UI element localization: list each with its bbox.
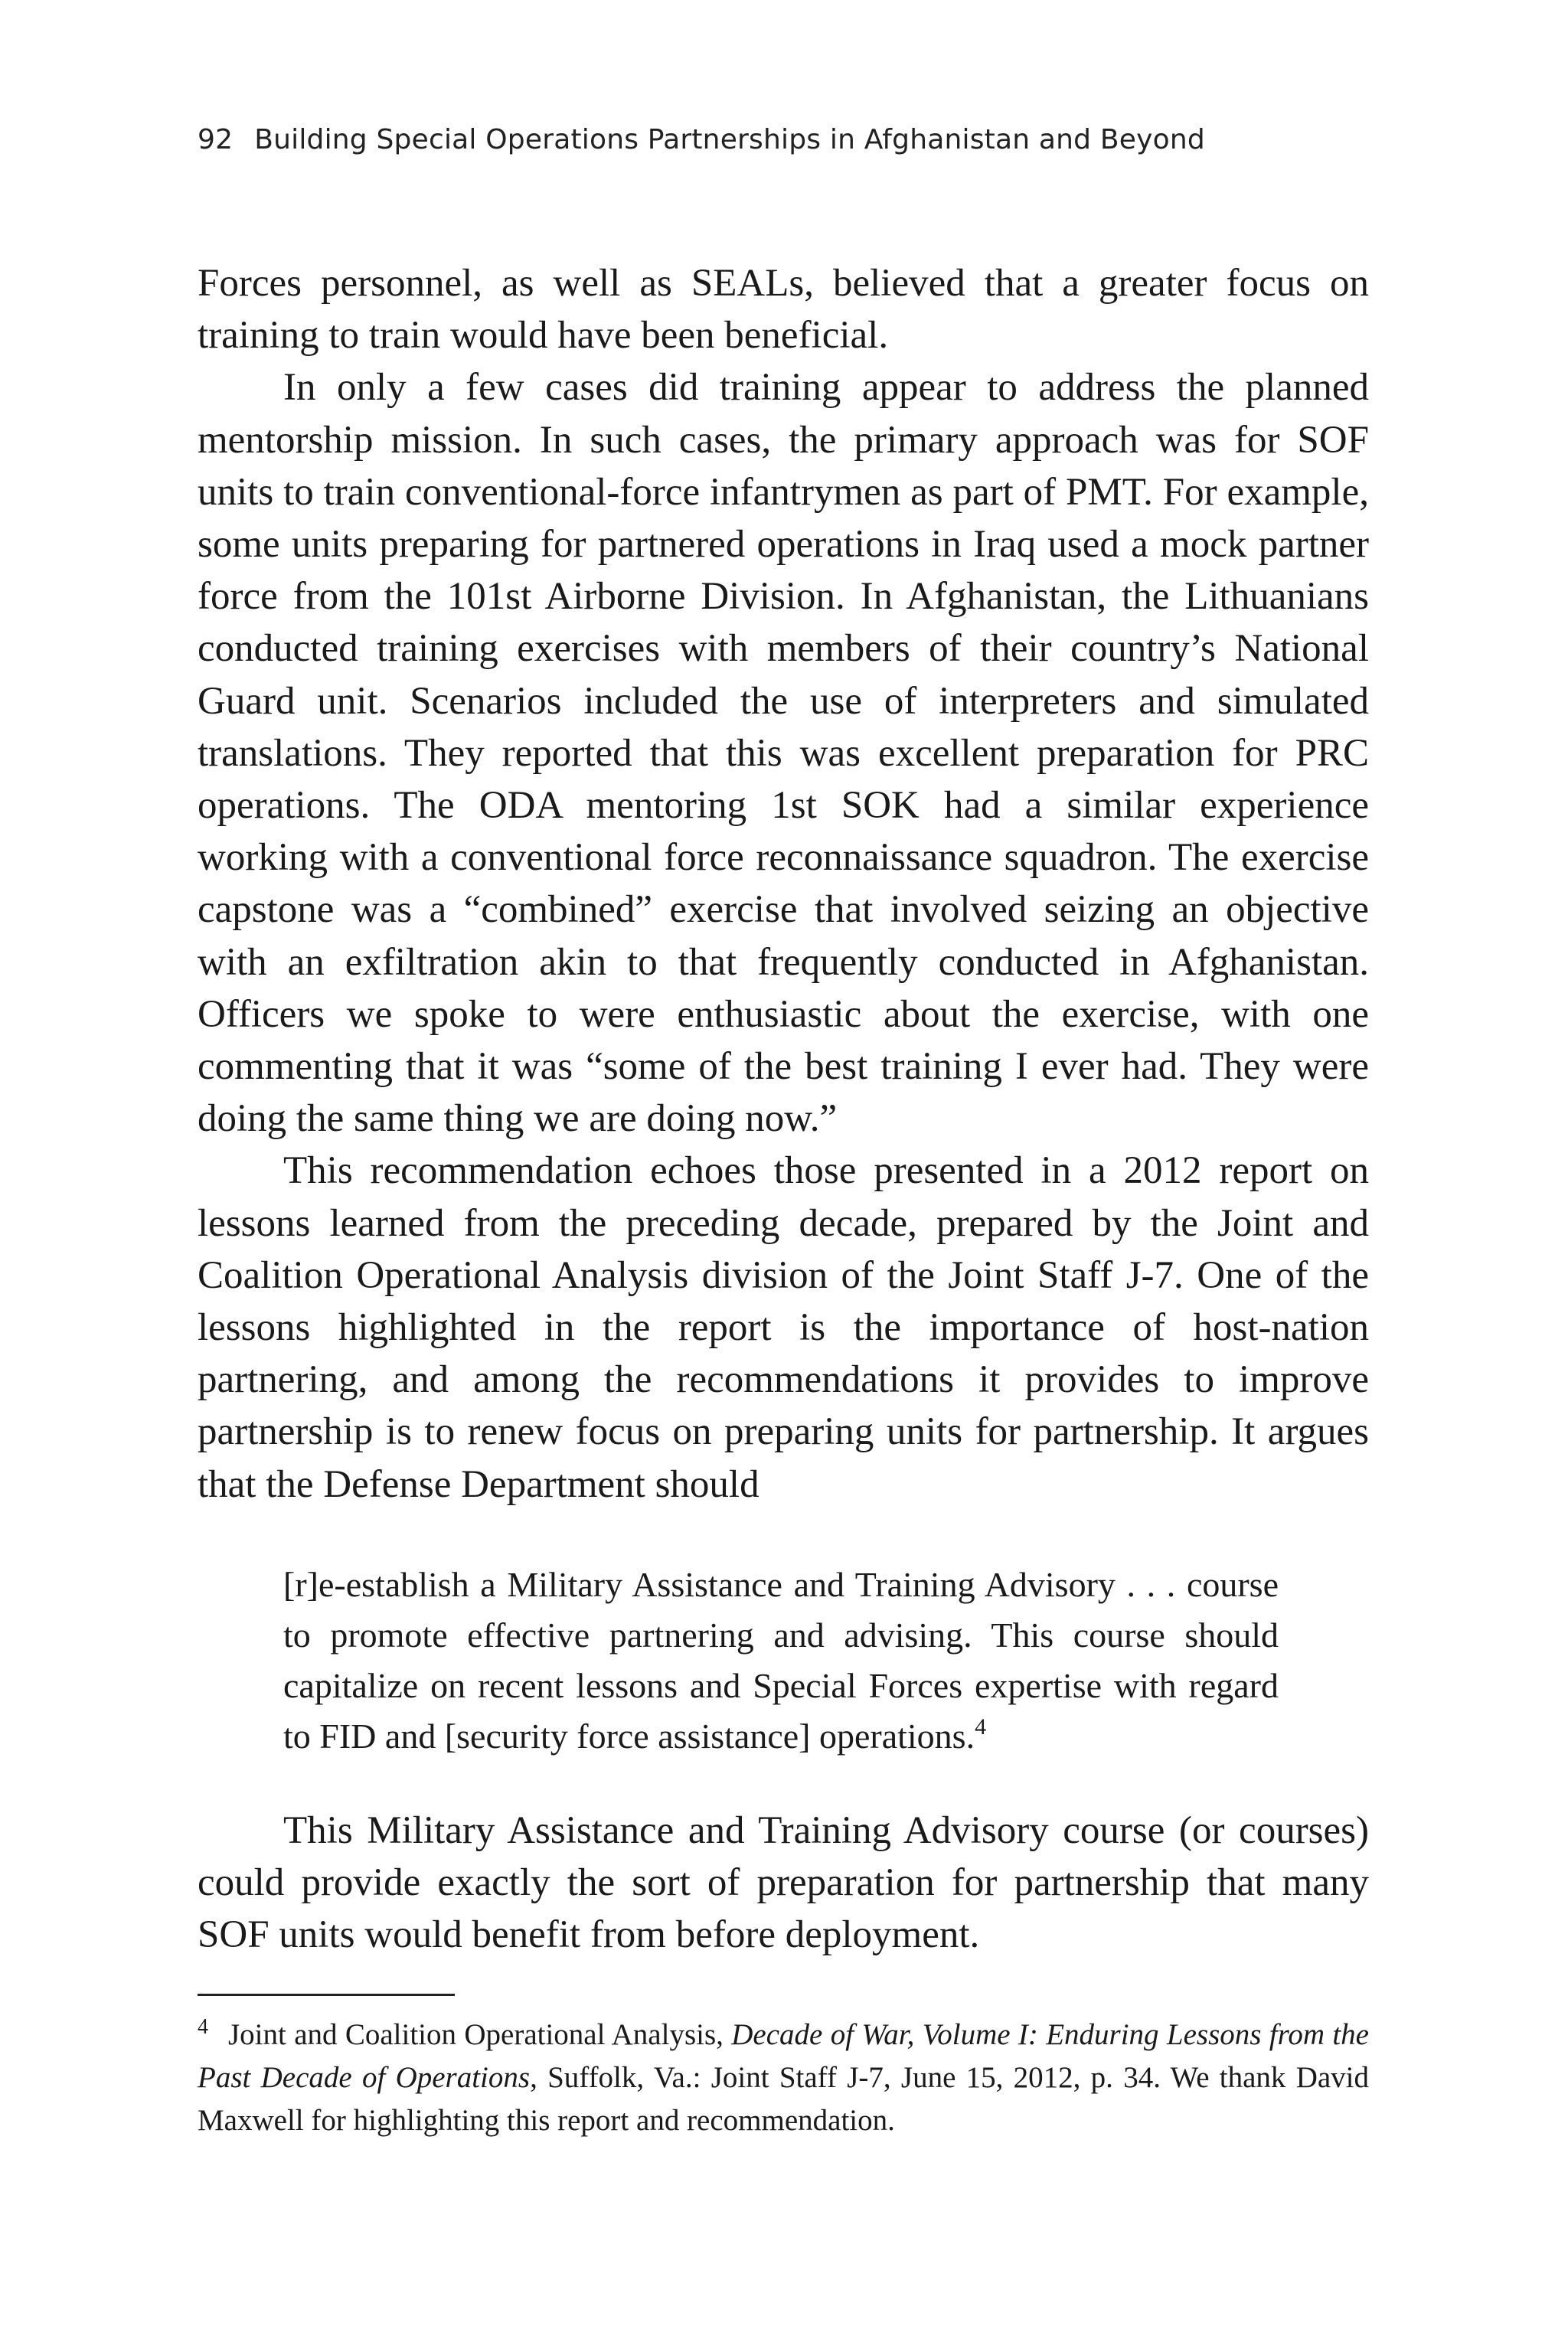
- footnote-reference[interactable]: 4: [975, 1713, 987, 1740]
- paragraph-2: In only a few cases did training appear to address the planned mentorship mission. In such cases, the primary approach was for SOF units to train conventional-force infantrymen as part of PMT. For example, some units preparing for partnered operations in Iraq used a mock partner force from the 101st Airborne Division. In Afghanistan, the Lithuanians conducted training exercises with members of their country’s National Guard unit. Scenarios included the use of interpreters and simulated translations. They reported that this was excellent preparation for PRC operations. The ODA mentoring 1st SOK had a similar experience working with a conventional force reconnaissance squadron. The exercise capstone was a “combined” exercise that involved seizing an objective with an exfiltration akin to that frequently conducted in Afghanistan. Officers we spoke to were enthusiastic about the exercise, with one commenting that it was “some of the best training I ever had. They were doing the same thing we are doing now.”: [198, 366, 1369, 1141]
- footnote-number: 4: [198, 2015, 208, 2039]
- block-quote: [283, 1560, 1279, 1762]
- footnote: [198, 2014, 1369, 2142]
- running-head-title: Building Special Operations Partnerships in Afghanistan and Beyond: [254, 124, 1205, 155]
- paragraph-3: This recommendation echoes those presented in a 2012 report on lessons learned from the preceding decade, prepared by the Joint and Coalition Operational Analysis division of the Joint Staff J-7. One of the lessons highlighted in the report is the importance of host-nation partnering, and among the recommendations it provides to improve partnership is to renew focus on preparing units for partnership. It argues that the Defense Department should: [198, 1149, 1369, 1506]
- footnote-text-before: Joint and Coalition Operational Analysis,: [228, 2018, 732, 2051]
- footnote-cited-title: Decade of War, Volume I: Enduring Lessons from the Past Decade of Operations: [198, 2018, 1369, 2094]
- footnote-divider: [198, 1994, 455, 1996]
- paragraph-4: This Military Assistance and Training Advisory course (or courses) could provide exactly the sort of preparation for partnership that many SOF units would benefit from before deployment.: [198, 1808, 1369, 1957]
- running-head: [198, 124, 1392, 155]
- block-quote-text: [r]e-establish a Military Assistance and Training Advisory . . . course to promote effective partnering and advising. This course should capitalize on recent lessons and Special Forces expertise with regard to FID and [security force assistance] operations.: [283, 1564, 1279, 1756]
- page-number: 92: [198, 124, 234, 155]
- paragraph-1: Forces personnel, as well as SEALs, believed that a greater focus on training to train would have been beneficial.: [198, 262, 1369, 358]
- footnote-text-after: , Suffolk, Va.: Joint Staff J-7, June 15, 2012, p. 34. We thank David Maxwell for highlighting this report and recommendation.: [198, 2061, 1370, 2137]
- body-text: [198, 257, 1369, 1961]
